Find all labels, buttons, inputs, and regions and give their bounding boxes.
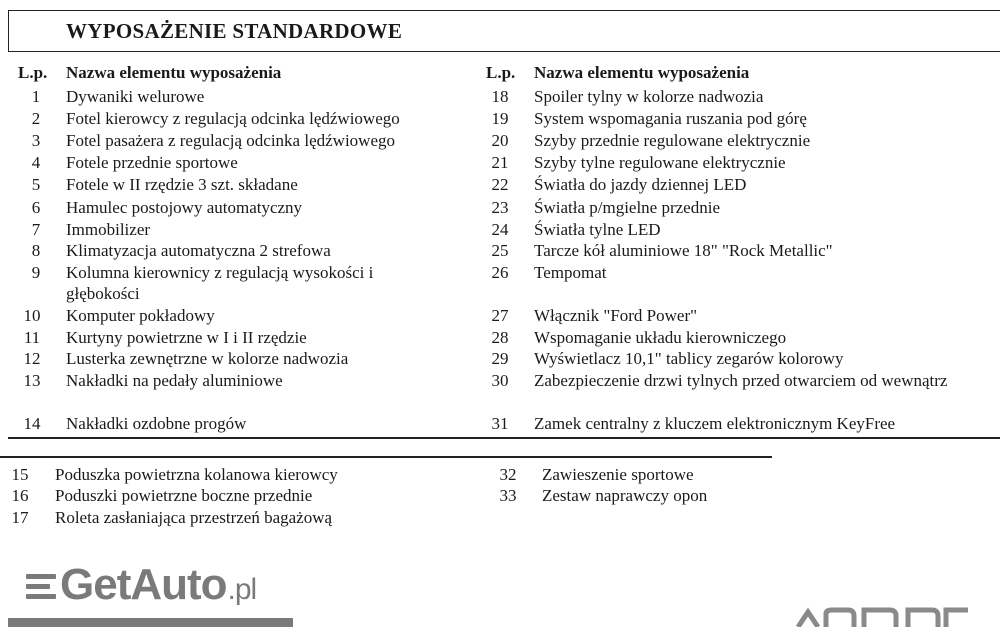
row-number: 5	[31, 175, 41, 194]
row-text: Fotel kierowcy z regulacją odcinka lędźwiowego	[66, 109, 400, 128]
page-separator-rule	[0, 456, 772, 458]
row-text: Tempomat	[534, 263, 607, 282]
row-number: 33	[499, 486, 517, 505]
row-number: 32	[499, 465, 517, 484]
getauto-logo	[26, 560, 256, 610]
row-text: Nakładki ozdobne progów	[66, 414, 247, 433]
row-text: Klimatyzacja automatyczna 2 strefowa	[66, 241, 331, 260]
right-name-header: Nazwa elementu wyposażenia	[534, 63, 750, 82]
row-text: Nakładki na pedały aluminiowe	[66, 371, 283, 390]
row-number: 9	[31, 263, 41, 282]
row-number: 30	[491, 371, 509, 390]
row-number: 11	[23, 328, 41, 347]
row-text: Zestaw naprawczy opon	[542, 486, 708, 505]
row-text: Lusterka zewnętrzne w kolorze nadwozia	[66, 349, 349, 368]
section-title: WYPOSAŻENIE STANDARDOWE	[66, 19, 403, 43]
section-header-box	[8, 10, 1000, 52]
row-text: Hamulec postojowy automatyczny	[66, 198, 303, 217]
row-number: 25	[491, 241, 509, 260]
row-text: Wyświetlacz 10,1" tablicy zegarów kolorowy	[534, 349, 844, 368]
row-text: Fotel pasażera z regulacją odcinka lędźwiowego	[66, 131, 395, 150]
logo-underline	[8, 618, 293, 627]
row-text: Immobilizer	[66, 220, 151, 239]
row-number: 18	[491, 87, 509, 106]
row-text: Spoiler tylny w kolorze nadwozia	[534, 87, 764, 106]
logo-tld: .pl	[227, 573, 257, 606]
row-number: 8	[31, 241, 41, 260]
row-number: 19	[491, 109, 509, 128]
row-text: Zabezpieczenie drzwi tylnych przed otwarciem od wewnątrz	[534, 371, 948, 390]
row-number: 26	[491, 263, 509, 282]
row-number: 1	[31, 87, 41, 106]
row-text: Tarcze kół aluminiowe 18" "Rock Metallic"	[534, 241, 833, 260]
row-text: Włącznik "Ford Power"	[534, 306, 698, 325]
row-text: Poduszki powietrzne boczne przednie	[55, 486, 313, 505]
left-lp-header: L.p.	[18, 63, 48, 82]
row-number: 17	[11, 508, 29, 527]
row-number: 21	[491, 153, 509, 172]
row-number: 13	[23, 371, 41, 390]
row-number: 28	[491, 328, 509, 347]
row-number: 23	[491, 198, 509, 217]
row-text: Szyby tylne regulowane elektrycznie	[534, 153, 786, 172]
menu-bars-icon	[26, 571, 56, 601]
row-number: 20	[491, 131, 509, 150]
row-number: 31	[491, 414, 509, 433]
row-number: 6	[31, 198, 41, 217]
row-number: 29	[491, 349, 509, 368]
row-number: 27	[491, 306, 509, 325]
row-number: 15	[11, 465, 29, 484]
row-number: 3	[31, 131, 41, 150]
row-text: Zamek centralny z kluczem elektronicznym KeyFree	[534, 414, 896, 433]
right-lp-header: L.p.	[486, 63, 516, 82]
row-number: 2	[31, 109, 41, 128]
dealer-logo-fragment-icon	[796, 606, 1000, 627]
row-text: Komputer pokładowy	[66, 306, 215, 325]
row-text: Światła tylne LED	[534, 220, 661, 239]
row-number: 22	[491, 175, 509, 194]
row-text: Fotele w II rzędzie 3 szt. składane	[66, 175, 298, 194]
row-text: Poduszka powietrzna kolanowa kierowcy	[55, 465, 338, 484]
row-number: 16	[11, 486, 29, 505]
logo-brand: GetAuto	[60, 560, 227, 609]
row-text: Światła p/mgielne przednie	[534, 198, 720, 217]
left-name-header: Nazwa elementu wyposażenia	[66, 63, 282, 82]
table-bottom-rule	[8, 437, 1000, 439]
row-text: Kolumna kierownicy z regulacją wysokości i głębokości	[66, 263, 374, 303]
row-text: Roleta zasłaniająca przestrzeń bagażową	[55, 508, 333, 527]
row-number: 24	[491, 220, 509, 239]
row-text: Światła do jazdy dziennej LED	[534, 175, 747, 194]
row-text: Zawieszenie sportowe	[542, 465, 694, 484]
row-text: Fotele przednie sportowe	[66, 153, 238, 172]
row-text: Kurtyny powietrzne w I i II rzędzie	[66, 328, 307, 347]
row-text: System wspomagania ruszania pod górę	[534, 109, 807, 128]
row-text: Wspomaganie układu kierowniczego	[534, 328, 787, 347]
row-number: 14	[23, 414, 41, 433]
row-text: Szyby przednie regulowane elektrycznie	[534, 131, 811, 150]
row-number: 7	[31, 220, 41, 239]
row-number: 10	[23, 306, 41, 325]
row-text: Dywaniki welurowe	[66, 87, 205, 106]
row-number: 12	[23, 349, 41, 368]
row-number: 4	[31, 153, 41, 172]
